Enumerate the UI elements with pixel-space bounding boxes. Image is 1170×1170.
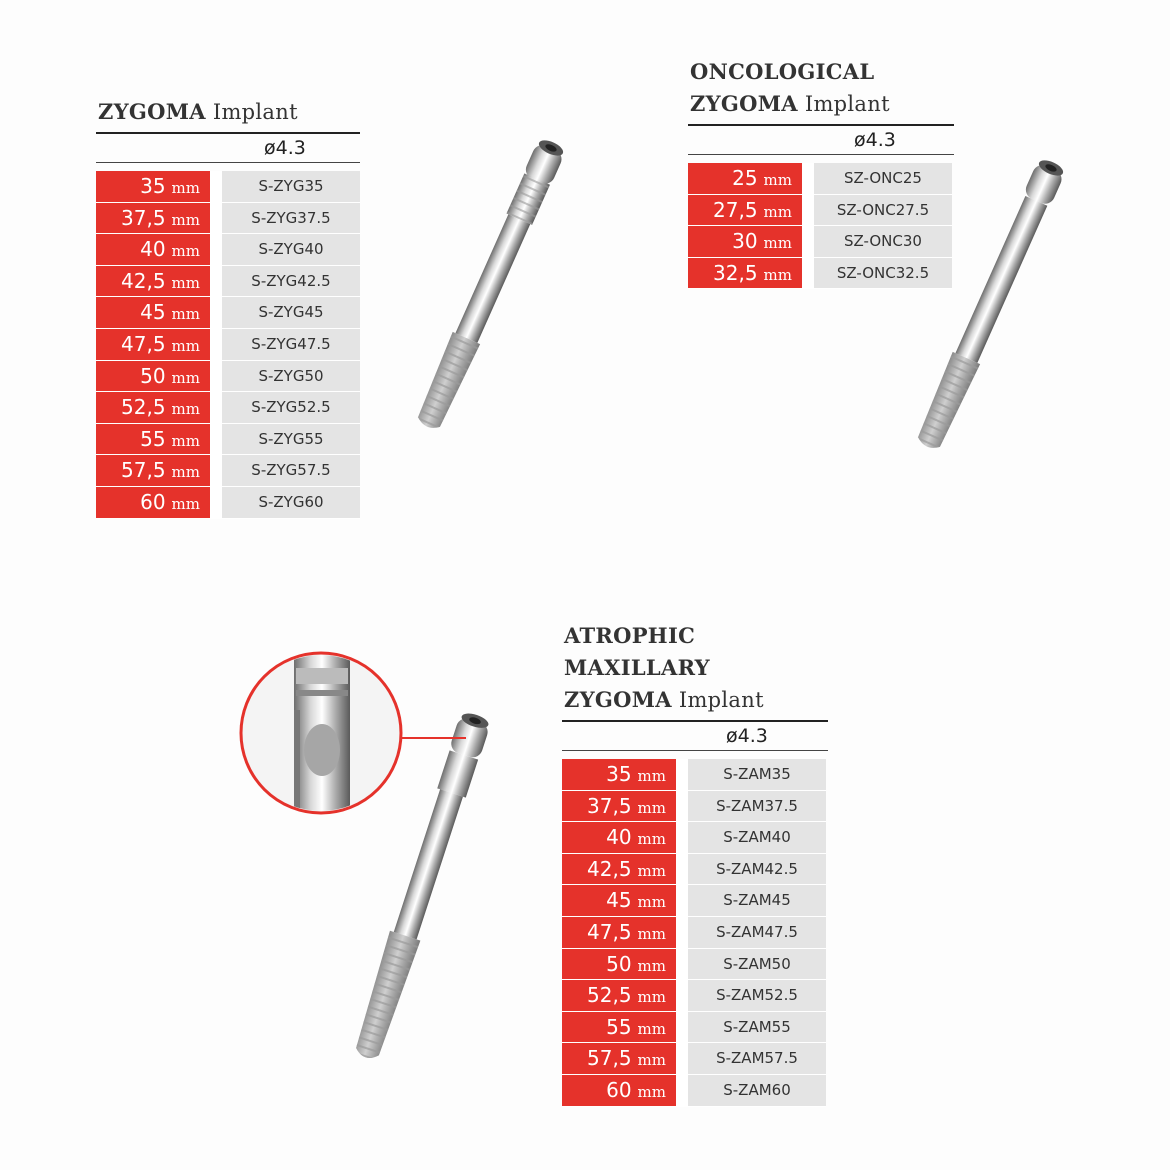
length-cell bbox=[688, 226, 802, 258]
length-unit: mm bbox=[637, 830, 666, 849]
product-code: S-ZAM57.5 bbox=[688, 1043, 826, 1075]
product-code: S-ZYG45 bbox=[222, 297, 360, 329]
length-cell bbox=[96, 487, 210, 519]
table-row bbox=[96, 234, 360, 266]
table-row bbox=[96, 203, 360, 235]
length-unit: mm bbox=[171, 463, 200, 482]
length-unit: mm bbox=[171, 242, 200, 261]
length-unit: mm bbox=[171, 368, 200, 387]
table-row bbox=[96, 266, 360, 298]
length-value: 45 bbox=[606, 888, 632, 913]
length-cell bbox=[688, 195, 802, 227]
table-row bbox=[96, 424, 360, 456]
length-cell bbox=[562, 1043, 676, 1075]
length-cell bbox=[562, 1075, 676, 1107]
length-unit: mm bbox=[637, 1019, 666, 1038]
length-value: 52,5 bbox=[587, 983, 632, 1008]
length-value: 37,5 bbox=[121, 205, 166, 230]
table-row bbox=[562, 759, 828, 791]
product-code: S-ZAM37.5 bbox=[688, 791, 826, 823]
length-unit: mm bbox=[637, 767, 666, 785]
product-code: S-ZAM45 bbox=[688, 885, 826, 917]
length-cell bbox=[688, 163, 802, 195]
zygoma-implant-image bbox=[380, 120, 600, 450]
length-value: 52,5 bbox=[121, 395, 166, 420]
product-table bbox=[562, 759, 828, 1107]
atrophic-section bbox=[562, 620, 828, 1107]
table-row bbox=[562, 1043, 828, 1075]
length-value: 27,5 bbox=[713, 197, 758, 222]
length-value: 35 bbox=[140, 174, 166, 198]
length-value: 55 bbox=[606, 1014, 632, 1039]
oncological-title: ONCOLOGICAL ZYGOMA Implant bbox=[690, 59, 890, 116]
length-value: 57,5 bbox=[121, 458, 166, 483]
length-cell bbox=[562, 980, 676, 1012]
length-value: 37,5 bbox=[587, 793, 632, 818]
length-value: 55 bbox=[140, 426, 166, 451]
table-row bbox=[562, 791, 828, 823]
product-code: S-ZAM35 bbox=[688, 759, 826, 791]
table-row bbox=[562, 854, 828, 886]
length-value: 50 bbox=[606, 951, 632, 976]
product-code: S-ZAM47.5 bbox=[688, 917, 826, 949]
length-cell bbox=[688, 258, 802, 290]
length-unit: mm bbox=[637, 988, 666, 1007]
length-cell bbox=[96, 171, 210, 203]
length-unit: mm bbox=[171, 210, 200, 229]
length-value: 57,5 bbox=[587, 1046, 632, 1071]
product-code: S-ZAM55 bbox=[688, 1012, 826, 1044]
length-value: 47,5 bbox=[121, 331, 166, 356]
length-unit: mm bbox=[171, 431, 200, 450]
table-row bbox=[562, 980, 828, 1012]
product-code: S-ZYG37.5 bbox=[222, 203, 360, 235]
length-unit: mm bbox=[637, 893, 666, 912]
length-value: 32,5 bbox=[713, 260, 758, 285]
length-unit: mm bbox=[637, 1082, 666, 1101]
length-cell bbox=[562, 791, 676, 823]
product-code: S-ZYG55 bbox=[222, 424, 360, 456]
atrophic-title: ATROPHIC MAXILLARY ZYGOMA Implant bbox=[564, 623, 764, 712]
length-cell bbox=[562, 885, 676, 917]
zygoma-title: ZYGOMA Implant bbox=[98, 99, 298, 124]
detail-magnifier bbox=[238, 650, 478, 820]
product-code: S-ZYG60 bbox=[222, 487, 360, 519]
length-value: 40 bbox=[140, 237, 166, 262]
table-row bbox=[96, 487, 360, 519]
length-cell bbox=[96, 455, 210, 487]
length-unit: mm bbox=[637, 1051, 666, 1070]
product-code: S-ZYG47.5 bbox=[222, 329, 360, 361]
product-code: SZ-ONC25 bbox=[814, 163, 952, 195]
length-value: 45 bbox=[140, 300, 166, 325]
length-value: 25 bbox=[732, 166, 758, 190]
length-unit: mm bbox=[171, 179, 200, 197]
diameter-header: ø4.3 bbox=[96, 134, 360, 163]
length-value: 60 bbox=[140, 489, 166, 514]
length-value: 40 bbox=[606, 825, 632, 850]
product-code: S-ZYG42.5 bbox=[222, 266, 360, 298]
length-unit: mm bbox=[763, 234, 792, 253]
length-cell bbox=[562, 854, 676, 886]
length-cell bbox=[96, 203, 210, 235]
product-code: S-ZAM50 bbox=[688, 949, 826, 981]
length-unit: mm bbox=[171, 305, 200, 324]
product-code: S-ZAM42.5 bbox=[688, 854, 826, 886]
length-cell bbox=[96, 297, 210, 329]
length-unit: mm bbox=[763, 171, 792, 189]
length-cell bbox=[96, 424, 210, 456]
product-code: S-ZAM60 bbox=[688, 1075, 826, 1107]
product-code: SZ-ONC30 bbox=[814, 226, 952, 258]
length-value: 30 bbox=[732, 229, 758, 254]
product-code: S-ZYG35 bbox=[222, 171, 360, 203]
table-row bbox=[562, 1012, 828, 1044]
product-code: S-ZYG50 bbox=[222, 361, 360, 393]
table-row bbox=[96, 171, 360, 203]
table-row bbox=[562, 949, 828, 981]
length-cell bbox=[562, 822, 676, 854]
diameter-header: ø4.3 bbox=[688, 126, 954, 155]
table-row bbox=[96, 361, 360, 393]
table-row bbox=[96, 297, 360, 329]
length-unit: mm bbox=[637, 956, 666, 975]
length-value: 50 bbox=[140, 363, 166, 388]
length-cell bbox=[96, 266, 210, 298]
length-value: 35 bbox=[606, 762, 632, 786]
length-cell bbox=[96, 361, 210, 393]
length-value: 42,5 bbox=[587, 856, 632, 881]
product-table bbox=[96, 171, 360, 519]
oncological-implant-image bbox=[880, 140, 1100, 470]
product-code: SZ-ONC27.5 bbox=[814, 195, 952, 227]
length-cell bbox=[562, 1012, 676, 1044]
product-code: SZ-ONC32.5 bbox=[814, 258, 952, 290]
length-cell bbox=[562, 759, 676, 791]
table-row bbox=[562, 885, 828, 917]
length-unit: mm bbox=[171, 336, 200, 355]
length-value: 60 bbox=[606, 1077, 632, 1102]
length-value: 47,5 bbox=[587, 919, 632, 944]
product-code: S-ZYG57.5 bbox=[222, 455, 360, 487]
length-cell bbox=[562, 917, 676, 949]
table-row bbox=[562, 1075, 828, 1107]
length-unit: mm bbox=[171, 273, 200, 292]
length-unit: mm bbox=[171, 494, 200, 513]
product-code: S-ZYG52.5 bbox=[222, 392, 360, 424]
product-code: S-ZAM52.5 bbox=[688, 980, 826, 1012]
length-cell bbox=[562, 949, 676, 981]
table-row bbox=[96, 392, 360, 424]
length-unit: mm bbox=[763, 265, 792, 284]
zygoma-section bbox=[96, 96, 360, 519]
product-code: S-ZYG40 bbox=[222, 234, 360, 266]
length-cell bbox=[96, 234, 210, 266]
length-unit: mm bbox=[637, 924, 666, 943]
table-row bbox=[96, 329, 360, 361]
diameter-header: ø4.3 bbox=[562, 722, 828, 751]
table-row bbox=[96, 455, 360, 487]
length-unit: mm bbox=[171, 400, 200, 419]
table-row bbox=[562, 822, 828, 854]
length-unit: mm bbox=[637, 798, 666, 817]
length-cell bbox=[96, 392, 210, 424]
length-value: 42,5 bbox=[121, 268, 166, 293]
product-code: S-ZAM40 bbox=[688, 822, 826, 854]
length-cell bbox=[96, 329, 210, 361]
length-unit: mm bbox=[763, 202, 792, 221]
length-unit: mm bbox=[637, 861, 666, 880]
table-row bbox=[562, 917, 828, 949]
